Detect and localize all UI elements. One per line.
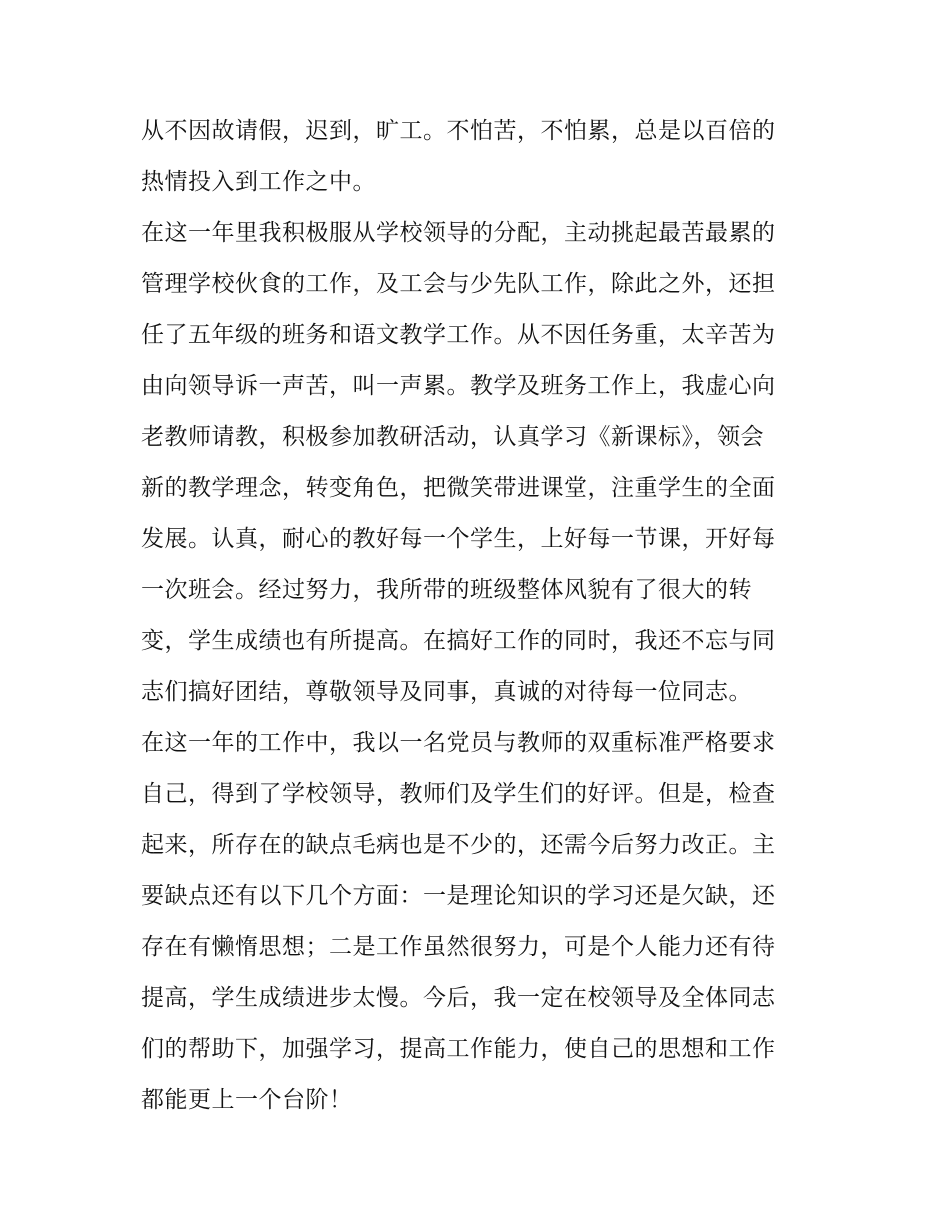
text-line: 一次班会。经过努力，我所带的班级整体风貌有了很大的转	[141, 577, 752, 603]
text-line: 老教师请教，积极参加教研活动，认真学习《新课标》，领会	[141, 424, 764, 450]
text-line: 志们搞好团结，尊敬领导及同事，真诚的对待每一位同志。	[141, 679, 752, 705]
text-line: 都能更上一个台阶！	[141, 1087, 353, 1113]
text-line: 们的帮助下，加强学习，提高工作能力，使自己的思想和工作	[141, 1036, 776, 1062]
text-line: 任了五年级的班务和语文教学工作。从不因任务重，太辛苦为	[141, 322, 776, 348]
text-line: 管理学校伙食的工作，及工会与少先队工作，除此之外，还担	[141, 271, 776, 297]
text-line: 提高，学生成绩进步太慢。今后，我一定在校领导及全体同志	[141, 985, 776, 1011]
text-line: 存在有懒惰思想；二是工作虽然很努力，可是个人能力还有待	[141, 934, 776, 960]
text-line: 热情投入到工作之中。	[141, 169, 376, 195]
text-line: 变，学生成绩也有所提高。在搞好工作的同时，我还不忘与同	[141, 628, 776, 654]
text-line: 自己，得到了学校领导，教师们及学生们的好评。但是，检查	[141, 781, 776, 807]
text-line: 发展。认真，耐心的教好每一个学生，上好每一节课，开好每	[141, 526, 776, 552]
text-line: 新的教学理念，转变角色，把微笑带进课堂，注重学生的全面	[141, 475, 776, 501]
text-line: 要缺点还有以下几个方面：一是理论知识的学习还是欠缺，还	[141, 883, 776, 909]
text-line: 起来，所存在的缺点毛病也是不少的，还需今后努力改正。主	[141, 832, 776, 858]
body-text	[141, 106, 821, 1126]
text-line: 在这一年里我积极服从学校领导的分配，主动挑起最苦最累的	[141, 220, 776, 246]
text-line: 由向领导诉一声苦，叫一声累。教学及班务工作上，我虚心向	[141, 373, 776, 399]
text-line: 从不因故请假，迟到，旷工。不怕苦，不怕累，总是以百倍的	[141, 118, 776, 144]
text-line: 在这一年的工作中，我以一名党员与教师的双重标准严格要求	[141, 730, 776, 756]
